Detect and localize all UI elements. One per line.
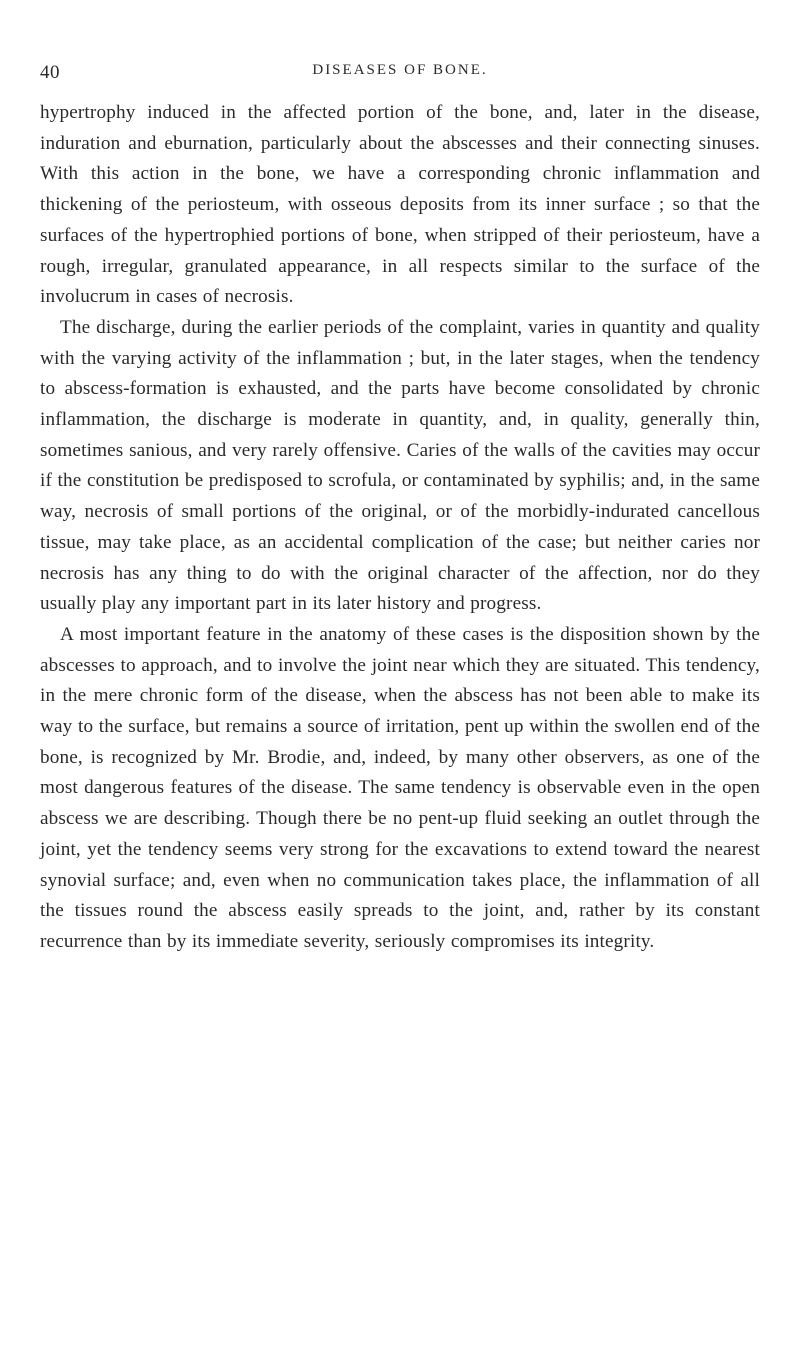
body-text	[40, 98, 760, 958]
paragraph-discharge: The discharge, during the earlier periods of the complaint, varies in quantity and quality with the varying activity of the inflammation ; but, in the later stages, when the tendency to abscess-formation is exhausted, and the parts have become consolidated by chronic inflammation, the discharge is moderate in quantity, and, in quality, generally thin, sometimes sanious, and very rarely offensive. Caries of the walls of the cavities may occur if the constitution be predisposed to scrofula, or contaminated by syphilis; and, in the same way, necrosis of small portions of the original, or of the morbidly-indurated cancellous tissue, may take place, as an accidental complication of the case; but neither caries nor necrosis has any thing to do with the original character of the affection, nor do they usually play any important part in its later history and progress.	[40, 316, 760, 615]
page-number: 40	[40, 62, 60, 83]
paragraph-continued: hypertrophy induced in the affected portion of the bone, and, later in the disease, induration and eburnation, particularly about the abscesses and their connecting sinuses. With this action in the bone, we have a corresponding chronic inflammation and thickening of the periosteum, with osseous deposits from its inner surface ; so that the surfaces of the hypertrophied portions of bone, when stripped of their periosteum, have a rough, irregular, granulated appearance, in all respects similar to the surface of the involucrum in cases of necrosis.	[40, 102, 760, 308]
paragraph-joint-involvement: A most important feature in the anatomy of these cases is the disposition shown by the abscesses to approach, and to involve the joint near which they are situated. This tendency, in the mere chronic form of the disease, when the abscess has not been able to make its way to the surface, but remains a source of irritation, pent up within the swollen end of the bone, is recognized by Mr. Brodie, and, indeed, by many other observers, as one of the most dangerous features of the disease. The same tendency is observable even in the open abscess we are describing. Though there be no pent-up fluid seeking an outlet through the joint, yet the tendency seems very strong for the excavations to extend toward the nearest synovial surface; and, even when no communication takes place, the inflammation of all the tissues round the abscess easily spreads to the joint, and, rather by its constant recurrence than by its immediate severity, seriously compromises its integrity.	[40, 623, 760, 952]
running-head	[40, 62, 760, 86]
running-title: DISEASES OF BONE.	[312, 62, 488, 78]
